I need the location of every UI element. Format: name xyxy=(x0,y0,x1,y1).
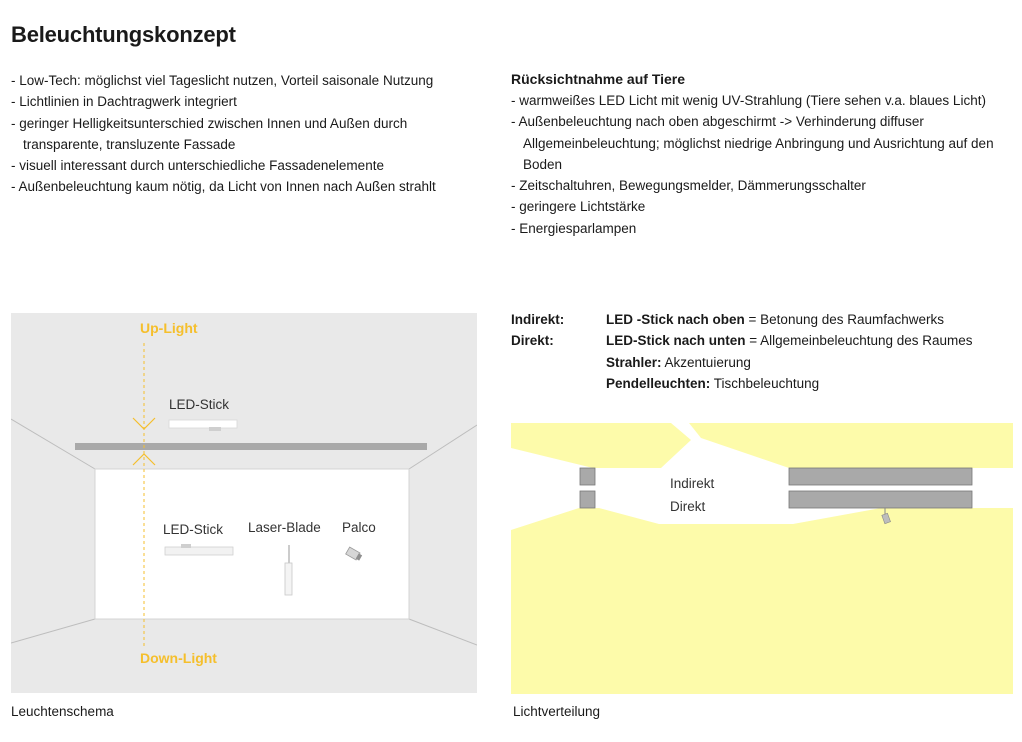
animals-title: Rücksichtnahme auf Tiere xyxy=(511,71,686,87)
list-item: - warmweißes LED Licht mit wenig UV-Strahlung (Tiere sehen v.a. blaues Licht) xyxy=(511,90,1011,111)
list-item: - Außenbeleuchtung kaum nötig, da Licht von Innen nach Außen strahlt xyxy=(11,176,491,197)
uplight-area xyxy=(511,423,691,468)
led-stick-top-mount xyxy=(209,427,221,431)
distribution-caption: Lichtverteilung xyxy=(513,704,601,719)
legend-desc: Tischbeleuchtung xyxy=(710,375,820,391)
legend-term: Strahler: xyxy=(606,354,662,370)
legend-term: LED -Stick nach oben xyxy=(606,312,745,327)
list-item: - Außenbeleuchtung nach oben abgeschirmt -> Verhinderung diffuser Allgemeinbeleuchtung; möglichst niedrige Anbringung und Ausrichtung auf den Boden xyxy=(511,111,1011,175)
luminaire-schema-diagram xyxy=(11,313,477,693)
legend-row-strahler xyxy=(511,352,1016,373)
legend-row-pendel xyxy=(511,373,1016,394)
light-distribution-diagram xyxy=(511,420,1013,694)
back-wall xyxy=(95,469,409,619)
led-stick-mount xyxy=(181,544,191,548)
list-item: - geringer Helligkeitsunterschied zwischen Innen und Außen durch transparente, transluzente Fassade xyxy=(11,113,463,156)
laser-blade-fixture xyxy=(285,563,292,595)
list-item: - Energiesparlampen xyxy=(511,218,1011,239)
animals-list xyxy=(511,90,1011,239)
led-stick-top-fixture xyxy=(169,420,237,428)
page-title: Beleuchtungskonzept xyxy=(11,22,236,47)
list-item: - Lichtlinien in Dachtragwerk integriert xyxy=(11,91,491,112)
led-stick-down-fixture xyxy=(580,491,595,508)
legend-term: LED-Stick nach unten xyxy=(606,333,746,349)
list-item: - Low-Tech: möglichst viel Tageslicht nutzen, Vorteil saisonale Nutzung xyxy=(11,70,491,91)
led-stick-up-fixture xyxy=(580,468,595,485)
laser-blade-label: Laser-Blade xyxy=(248,520,321,535)
up-light-label: Up-Light xyxy=(140,320,198,336)
down-light-label: Down-Light xyxy=(140,650,217,666)
list-item: - visuell interessant durch unterschiedliche Fassadenelemente xyxy=(11,155,491,176)
light-legend xyxy=(511,309,1016,394)
indirekt-label: Indirekt xyxy=(670,476,715,491)
led-stick-top-label: LED-Stick xyxy=(169,397,230,412)
legend-desc: = Betonung des Raumfachwerks xyxy=(744,312,945,327)
palco-label: Palco xyxy=(342,520,376,535)
list-item: - Zeitschaltuhren, Bewegungsmelder, Dämmerungsschalter xyxy=(511,175,1011,196)
legend-key: Direkt: xyxy=(511,333,554,349)
ceiling-rail xyxy=(75,443,427,450)
downlight-area xyxy=(511,508,1013,694)
uplight-area xyxy=(689,423,1013,468)
led-stick-label: LED-Stick xyxy=(163,522,224,537)
legend-desc: Akzentuierung xyxy=(661,354,751,370)
legend-desc: = Allgemeinbeleuchtung des Raumes xyxy=(745,333,973,349)
list-item: - geringere Lichtstärke xyxy=(511,196,1011,217)
schema-caption: Leuchtenschema xyxy=(11,704,114,719)
legend-key: Indirekt: xyxy=(511,312,565,327)
led-stick-up-long xyxy=(789,468,972,485)
direkt-label: Direkt xyxy=(670,499,706,514)
legend-term: Pendelleuchten: xyxy=(606,375,711,391)
concept-list xyxy=(11,70,491,198)
legend-row-indirekt xyxy=(511,309,1016,330)
led-stick-fixture xyxy=(165,547,233,555)
legend-key xyxy=(511,373,606,394)
legend-row-direkt xyxy=(511,330,1016,351)
legend-key xyxy=(511,352,606,373)
led-stick-down-long xyxy=(789,491,972,508)
